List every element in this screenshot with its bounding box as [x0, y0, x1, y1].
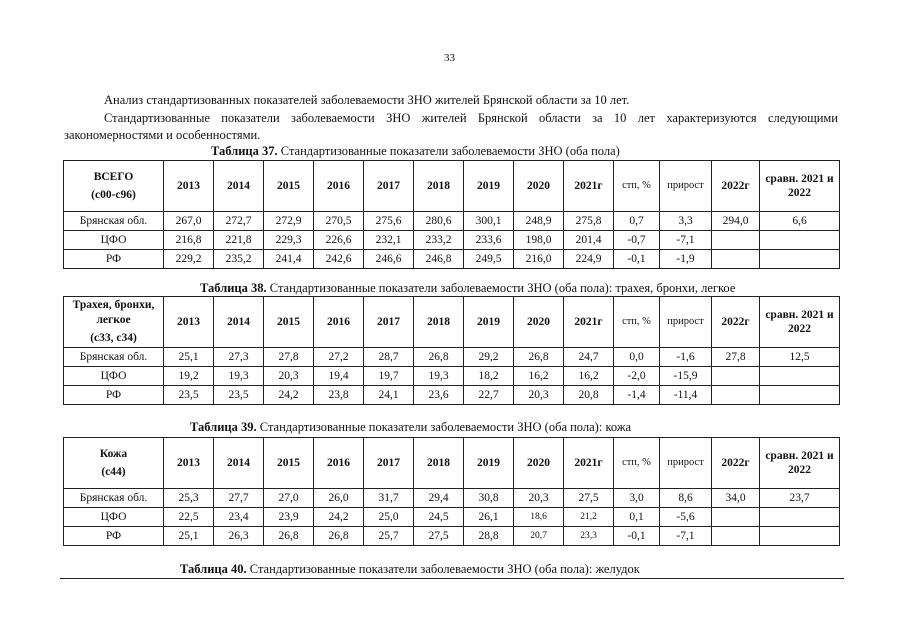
column-header: 2021г: [564, 438, 614, 489]
table-cell: 8,6: [660, 489, 712, 508]
column-header: 2017: [364, 297, 414, 348]
table-cell: 22,7: [464, 386, 514, 405]
table-cell: -0,1: [614, 527, 660, 546]
table-row: [64, 250, 840, 269]
table-cell: 26,8: [314, 527, 364, 546]
column-header: 2014: [214, 161, 264, 212]
table-cell: 0,7: [614, 212, 660, 231]
column-header: 2021г: [564, 297, 614, 348]
table-cell: [712, 508, 760, 527]
page-number: 33: [444, 52, 455, 64]
table-cell: 25,1: [164, 527, 214, 546]
column-header: прирост: [660, 161, 712, 212]
table-cell: 26,0: [314, 489, 364, 508]
table-cell: [760, 367, 840, 386]
table-cell: 272,9: [264, 212, 314, 231]
row-label: ЦФО: [64, 231, 164, 250]
table-cell: 0,0: [614, 348, 660, 367]
table-cell: 23,5: [164, 386, 214, 405]
table-cell: 267,0: [164, 212, 214, 231]
table-cell: 246,6: [364, 250, 414, 269]
table-cell: 216,8: [164, 231, 214, 250]
table-cell: 27,3: [214, 348, 264, 367]
table-39-caption: [190, 420, 631, 435]
table-cell: -1,9: [660, 250, 712, 269]
column-header: 2018: [414, 438, 464, 489]
table-cell: 27,8: [264, 348, 314, 367]
table-cell: 25,3: [164, 489, 214, 508]
column-header: 2014: [214, 438, 264, 489]
table-cell: 23,6: [414, 386, 464, 405]
table-row: [64, 508, 840, 527]
table-cell: 20,7: [514, 527, 564, 546]
table-cell: 216,0: [514, 250, 564, 269]
table-row: [64, 212, 840, 231]
table-cell: 272,7: [214, 212, 264, 231]
table-cell: 294,0: [712, 212, 760, 231]
table-row: [64, 231, 840, 250]
column-header: 2017: [364, 438, 414, 489]
column-header: стп, %: [614, 438, 660, 489]
column-header: 2015: [264, 438, 314, 489]
column-header: 2020: [514, 297, 564, 348]
table-40-caption: [180, 562, 640, 577]
table-cell: 27,7: [214, 489, 264, 508]
column-header: 2013: [164, 297, 214, 348]
table-cell: -0,7: [614, 231, 660, 250]
table-cell: 249,5: [464, 250, 514, 269]
icd-code-label: (с33, с34): [90, 332, 137, 344]
table-cell: 29,4: [414, 489, 464, 508]
column-header: сравн. 2021 и 2022: [760, 438, 840, 489]
column-header: 2019: [464, 161, 514, 212]
column-header: 2018: [414, 297, 464, 348]
table-cell: 26,8: [514, 348, 564, 367]
table-cell: 26,1: [464, 508, 514, 527]
table-row: [64, 348, 840, 367]
table-cell: 30,8: [464, 489, 514, 508]
table-38-caption: [200, 281, 735, 296]
table-cell: [712, 231, 760, 250]
table-cell: 201,4: [564, 231, 614, 250]
table-cell: 29,2: [464, 348, 514, 367]
table-cell: [712, 250, 760, 269]
intro-line-1: Анализ стандартизованных показателей заболеваемости ЗНО жителей Брянской области за 10 лет.: [104, 93, 630, 107]
table-cell: 221,8: [214, 231, 264, 250]
table-cell: -0,1: [614, 250, 660, 269]
column-header: 2021г: [564, 161, 614, 212]
table-row: [64, 367, 840, 386]
column-header: 2013: [164, 438, 214, 489]
table-40-caption-text: Стандартизованные показатели заболеваемости ЗНО (оба пола): желудок: [246, 562, 640, 576]
column-header: 2016: [314, 297, 364, 348]
icd-code-label: (с44): [101, 465, 126, 478]
table-37-caption-text: Стандартизованные показатели заболеваемости ЗНО (оба пола): [277, 144, 620, 158]
column-header: 2016: [314, 438, 364, 489]
table-cell: 246,8: [414, 250, 464, 269]
table-39-caption-text: Стандартизованные показатели заболеваемости ЗНО (оба пола): кожа: [256, 420, 631, 434]
table-cell: 248,9: [514, 212, 564, 231]
table-cell: -11,4: [660, 386, 712, 405]
table-cell: 280,6: [414, 212, 464, 231]
table-cell: 22,5: [164, 508, 214, 527]
table-cell: 19,4: [314, 367, 364, 386]
table-cell: [760, 527, 840, 546]
table-cell: 25,1: [164, 348, 214, 367]
table-cell: [712, 386, 760, 405]
table-cell: 20,3: [514, 386, 564, 405]
header-row: [64, 161, 840, 212]
table-cell: 28,8: [464, 527, 514, 546]
table-cell: 23,5: [214, 386, 264, 405]
table-cell: 19,7: [364, 367, 414, 386]
table-cell: 27,2: [314, 348, 364, 367]
column-header: 2022г: [712, 161, 760, 212]
row-label: Брянская обл.: [64, 348, 164, 367]
row-label: РФ: [64, 386, 164, 405]
table-cell: 23,4: [214, 508, 264, 527]
header-row: [64, 438, 840, 489]
table-cell: 27,8: [712, 348, 760, 367]
table-cell: 24,2: [264, 386, 314, 405]
table-cell: [712, 527, 760, 546]
table-cell: 275,8: [564, 212, 614, 231]
table-cell: -7,1: [660, 231, 712, 250]
table-cell: 233,2: [414, 231, 464, 250]
table-row: [64, 527, 840, 546]
column-header: 2014: [214, 297, 264, 348]
table-cell: 27,5: [564, 489, 614, 508]
row-header-cell: [64, 297, 164, 348]
header-row: [64, 297, 840, 348]
table-cell: -15,9: [660, 367, 712, 386]
icd-code-label: (с00-с96): [91, 188, 136, 201]
row-label: Брянская обл.: [64, 212, 164, 231]
table-row: [64, 489, 840, 508]
table-cell: 19,2: [164, 367, 214, 386]
table-cell: 26,8: [414, 348, 464, 367]
intro-line-2: Стандартизованные показатели заболеваемости ЗНО жителей Брянской области за 10 лет характеризуются следующими закономерностями и особенностями.: [64, 111, 838, 142]
table-cell: 25,7: [364, 527, 414, 546]
table-cell: 241,4: [264, 250, 314, 269]
table-cell: 226,6: [314, 231, 364, 250]
table-cell: [760, 250, 840, 269]
column-header: 2015: [264, 161, 314, 212]
table-cell: 24,7: [564, 348, 614, 367]
column-header: 2020: [514, 438, 564, 489]
column-header: сравн. 2021 и 2022: [760, 161, 840, 212]
table-cell: 20,8: [564, 386, 614, 405]
column-header: 2022г: [712, 297, 760, 348]
column-header: стп, %: [614, 161, 660, 212]
table-cell: 19,3: [414, 367, 464, 386]
table-cell: 23,9: [264, 508, 314, 527]
table-cell: -1,6: [660, 348, 712, 367]
category-label: ВСЕГО: [93, 170, 134, 183]
table-cell: 233,6: [464, 231, 514, 250]
row-header-cell: [64, 438, 164, 489]
table-cell: 18,6: [514, 508, 564, 527]
table-cell: 31,7: [364, 489, 414, 508]
column-header: прирост: [660, 297, 712, 348]
table-cell: -1,4: [614, 386, 660, 405]
table-cell: 270,5: [314, 212, 364, 231]
table-cell: 275,6: [364, 212, 414, 231]
row-label: ЦФО: [64, 508, 164, 527]
table-cell: 18,2: [464, 367, 514, 386]
table-cell: 6,6: [760, 212, 840, 231]
table-cell: 224,9: [564, 250, 614, 269]
table-cell: 23,8: [314, 386, 364, 405]
table-cell: 232,1: [364, 231, 414, 250]
table-cell: [760, 386, 840, 405]
table-cell: 229,3: [264, 231, 314, 250]
table-cell: 16,2: [514, 367, 564, 386]
table-cell: 198,0: [514, 231, 564, 250]
table-cell: [760, 231, 840, 250]
table-cell: 27,0: [264, 489, 314, 508]
table-39-caption-number: Таблица 39.: [190, 420, 257, 434]
table-40-caption-number: Таблица 40.: [180, 562, 247, 576]
table-38-caption-text: Стандартизованные показатели заболеваемости ЗНО (оба пола): трахея, бронхи, легкое: [266, 281, 736, 295]
table-37: [63, 160, 840, 269]
column-header: 2020: [514, 161, 564, 212]
table-cell: 27,5: [414, 527, 464, 546]
table-cell: 21,2: [564, 508, 614, 527]
category-label: Трахея, бронхи, легкое: [72, 299, 155, 326]
table-cell: -7,1: [660, 527, 712, 546]
table-cell: -5,6: [660, 508, 712, 527]
table-cell: 24,2: [314, 508, 364, 527]
column-header: 2016: [314, 161, 364, 212]
table-cell: 229,2: [164, 250, 214, 269]
table-39: [63, 437, 840, 546]
table-cell: 16,2: [564, 367, 614, 386]
table-38-caption-number: Таблица 38.: [200, 281, 267, 295]
column-header: 2015: [264, 297, 314, 348]
table-cell: 24,5: [414, 508, 464, 527]
table-cell: 0,1: [614, 508, 660, 527]
column-header: сравн. 2021 и 2022: [760, 297, 840, 348]
column-header: прирост: [660, 438, 712, 489]
table-cell: [760, 508, 840, 527]
table-cell: 3,3: [660, 212, 712, 231]
table-cell: 3,0: [614, 489, 660, 508]
category-label: Кожа: [99, 447, 128, 460]
table-cell: 26,8: [264, 527, 314, 546]
table-cell: 24,1: [364, 386, 414, 405]
table-cell: 23,3: [564, 527, 614, 546]
table-cell: [712, 367, 760, 386]
table-cell: 25,0: [364, 508, 414, 527]
column-header: 2019: [464, 438, 514, 489]
table-cell: 28,7: [364, 348, 414, 367]
bottom-rule: [60, 578, 844, 579]
column-header: 2017: [364, 161, 414, 212]
table-cell: 34,0: [712, 489, 760, 508]
column-header: 2018: [414, 161, 464, 212]
table-cell: 20,3: [264, 367, 314, 386]
table-37-caption: [211, 144, 620, 159]
column-header: 2019: [464, 297, 514, 348]
table-cell: 19,3: [214, 367, 264, 386]
column-header: 2013: [164, 161, 214, 212]
row-header-cell: [64, 161, 164, 212]
column-header: 2022г: [712, 438, 760, 489]
table-cell: 300,1: [464, 212, 514, 231]
table-cell: 26,3: [214, 527, 264, 546]
table-37-caption-number: Таблица 37.: [211, 144, 278, 158]
row-label: ЦФО: [64, 367, 164, 386]
row-label: РФ: [64, 250, 164, 269]
table-cell: 242,6: [314, 250, 364, 269]
table-cell: -2,0: [614, 367, 660, 386]
table-row: [64, 386, 840, 405]
table-cell: 12,5: [760, 348, 840, 367]
row-label: РФ: [64, 527, 164, 546]
column-header: стп, %: [614, 297, 660, 348]
table-cell: 20,3: [514, 489, 564, 508]
table-38: [63, 296, 840, 405]
table-cell: 23,7: [760, 489, 840, 508]
row-label: Брянская обл.: [64, 489, 164, 508]
table-cell: 235,2: [214, 250, 264, 269]
